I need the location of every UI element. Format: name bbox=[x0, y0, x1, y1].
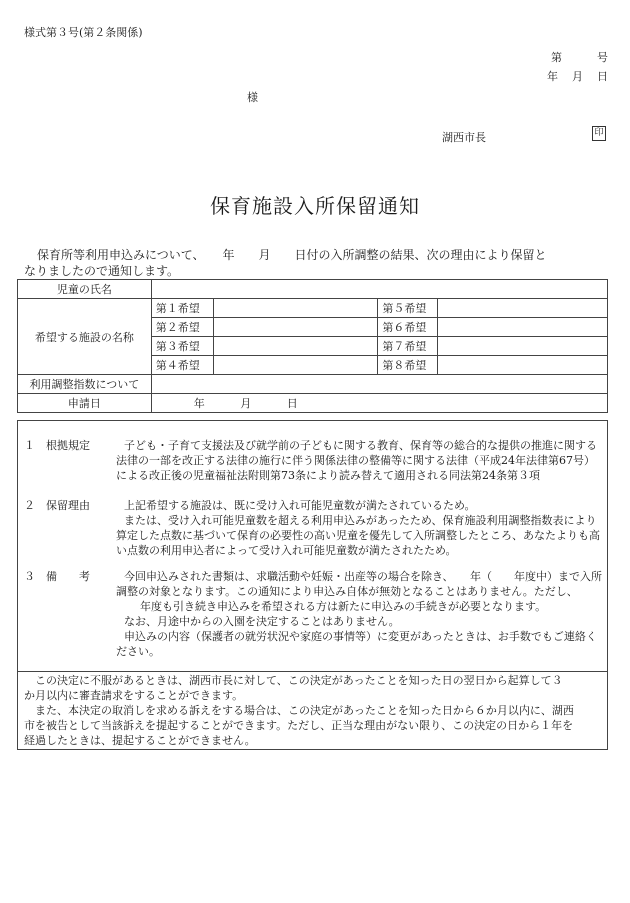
page-title: 保育施設入所保留通知 bbox=[210, 194, 420, 218]
table-row bbox=[18, 299, 608, 318]
choice-label: 第３希望 bbox=[151, 337, 213, 356]
notice-line: 経過したときは、提起することができません。 bbox=[24, 734, 256, 747]
application-date-label: 申請日 bbox=[18, 394, 152, 413]
section-2-line: または、受け入れ可能児童数を超える利用申込みがあったため、保育施設利用調整指数表により bbox=[124, 514, 597, 527]
issuer-name: 湖西市長 bbox=[442, 131, 486, 144]
intro-line-2: なりましたので通知します。 bbox=[24, 264, 180, 278]
notice-line: か月以内に審査請求をすることができます。 bbox=[24, 689, 244, 702]
date-day: 日 bbox=[286, 397, 298, 410]
number-suffix: 号 bbox=[597, 51, 608, 64]
section-3-line: 調整の対象となります。この通知により申込み自体が無効となることはありません。ただし、 bbox=[116, 585, 578, 598]
section-3-label: ３ 備 考 bbox=[24, 570, 90, 583]
choice-value bbox=[438, 337, 608, 356]
section-2-line: 算定した点数に基づいて保育の必要性の高い児童を優先して入所調整したところ、あなたよりも高 bbox=[116, 529, 600, 542]
table-row bbox=[18, 280, 608, 299]
choice-value bbox=[213, 318, 378, 337]
addressee-honorific: 様 bbox=[247, 91, 258, 104]
choice-value bbox=[438, 356, 608, 375]
choice-value bbox=[213, 299, 378, 318]
application-date-value bbox=[151, 394, 607, 413]
section-1-label: １ 根拠規定 bbox=[24, 439, 90, 452]
header-year: 年 bbox=[547, 70, 558, 83]
date-year: 年 bbox=[193, 397, 205, 410]
notice-line: この決定に不服があるときは、湖西市長に対して、この決定があったことを知った日の翌日から起算して３ bbox=[35, 674, 563, 687]
child-name-value bbox=[151, 280, 607, 299]
section-3-line: 今回申込みされた書類は、求職活動や妊娠・出産等の場合を除き、 年（ 年度中）まで入所 bbox=[124, 570, 603, 583]
choice-label: 第５希望 bbox=[378, 299, 438, 318]
section-3-line: 年度も引き続き申込みを希望される方は新たに申込みの手続きが必要となります。 bbox=[140, 600, 547, 613]
choice-label: 第４希望 bbox=[151, 356, 213, 375]
section-3-line: ださい。 bbox=[116, 645, 160, 658]
appeal-notice-box bbox=[17, 672, 608, 750]
header-month: 月 bbox=[572, 70, 583, 83]
choice-label: 第１希望 bbox=[151, 299, 213, 318]
application-table bbox=[17, 279, 608, 413]
section-2-line: い点数の利用申込者によって受け入れ可能児童数が満たされたため。 bbox=[116, 544, 457, 557]
reasons-box bbox=[17, 420, 608, 672]
section-2-label: ２ 保留理由 bbox=[24, 499, 90, 512]
choice-value bbox=[438, 299, 608, 318]
intro-line-1: 保育所等利用申込みについて、 年 月 日付の入所調整の結果、次の理由により保留と bbox=[37, 248, 547, 262]
choice-label: 第７希望 bbox=[378, 337, 438, 356]
facility-label: 希望する施設の名称 bbox=[18, 299, 152, 375]
choice-label: 第２希望 bbox=[151, 318, 213, 337]
notice-line: 市を被告として当該訴えを提起することができます。ただし、正当な理由がない限り、この決定の日から１年を bbox=[24, 719, 574, 732]
index-value bbox=[151, 375, 607, 394]
choice-label: 第６希望 bbox=[378, 318, 438, 337]
table-row bbox=[18, 394, 608, 413]
table-row bbox=[18, 375, 608, 394]
section-1-line: 法律の一部を改正する法律の施行に伴う関係法律の整備等に関する法律（平成24年法律第67号） bbox=[116, 454, 595, 467]
section-3-line: なお、月途中からの入園を決定することはありません。 bbox=[124, 615, 400, 628]
seal-stamp: 印 bbox=[592, 126, 606, 141]
choice-label: 第８希望 bbox=[378, 356, 438, 375]
notice-line: また、本決定の取消しを求める訴えをする場合は、この決定があったことを知った日から６か月以内に、湖西 bbox=[35, 704, 574, 717]
choice-value bbox=[213, 356, 378, 375]
child-name-label: 児童の氏名 bbox=[18, 280, 152, 299]
index-label: 利用調整指数について bbox=[18, 375, 152, 394]
choice-value bbox=[438, 318, 608, 337]
section-1-line: による改正後の児童福祉法附則第73条により読み替えて適用される同法第24条第３項 bbox=[116, 469, 540, 482]
date-month: 月 bbox=[240, 397, 252, 410]
section-1-line: 子ども・子育て支援法及び就学前の子どもに関する教育、保育等の総合的な提供の推進に関する bbox=[124, 439, 597, 452]
header-day: 日 bbox=[597, 70, 608, 83]
choice-value bbox=[213, 337, 378, 356]
section-3-line: 申込みの内容（保護者の就労状況や家庭の事情等）に変更があったときは、お手数でもご連絡く bbox=[124, 630, 597, 643]
section-2-line: 上記希望する施設は、既に受け入れ可能児童数が満たされているため。 bbox=[124, 499, 476, 512]
number-prefix: 第 bbox=[551, 51, 562, 64]
form-number: 様式第３号(第２条関係) bbox=[24, 26, 143, 39]
